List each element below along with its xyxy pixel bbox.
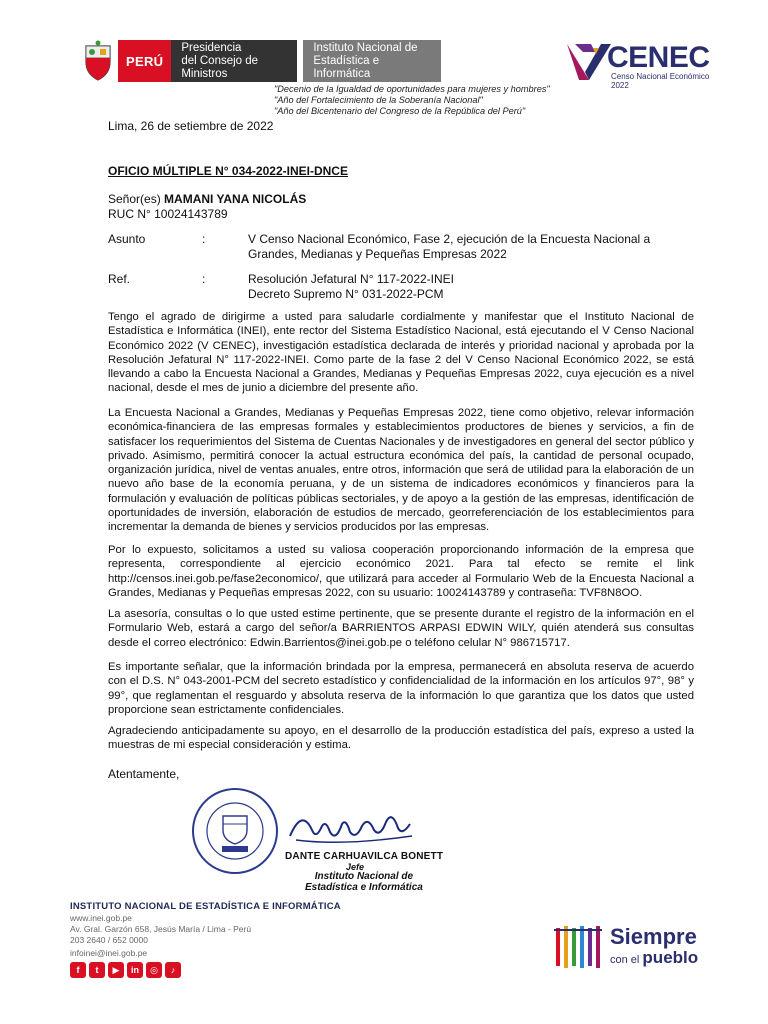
facebook-icon[interactable]: f bbox=[70, 962, 86, 978]
siempre-tagline bbox=[610, 948, 698, 968]
cenec-word: CENEC bbox=[607, 41, 710, 74]
recipient-prefix: Señor(es) bbox=[108, 192, 165, 206]
paragraph-confidentiality: Es importante señalar, que la información brindada por la empresa, permanecerá en absoluta reserva de acuerdo con el D.S. N° 043-2001-PCM del secreto estadístico y confidencialidad de la información en los artículos 97°, 98° y 99°, que reglamentan el resguardo y absoluta reserva de la información lo que garantiza que los datos que usted proporcione sean estrictamente confidenciales. bbox=[108, 661, 694, 716]
signatory-role: Jefe bbox=[346, 862, 365, 872]
twitter-icon[interactable]: t bbox=[89, 962, 105, 978]
siempre-mark-icon bbox=[552, 922, 608, 972]
signatory-org-line-2: Estadística e Informática bbox=[305, 882, 423, 893]
decade-line: "Año del Bicentenario del Congreso de la República del Perú" bbox=[274, 106, 526, 116]
ref-row bbox=[108, 272, 694, 304]
signatory-name: DANTE CARHUAVILCA BONETT bbox=[285, 851, 444, 862]
paragraph-assistance: La asesoría, consultas o lo que usted estime pertinente, que se presente durante el registro de la información en el Formulario Web, estará a cargo del señor/a BARRIENTOS ARPASI EDWIN WILY, quién atenderá sus consultas desde el correo electrónico: Edwin.Barrientos@inei.gob.pe o teléfono celular N° 986715717. bbox=[108, 608, 694, 649]
paragraph-intro: Tengo el agrado de dirigirme a usted para saludarle cordialmente y manifestar que el Instituto Nacional de Estadística e Informática (INEI), ente rector del Sistema Estadístico Nacional, está ejecutando el V Censo Nacional Económico 2022 (V CENEC), investigación estadística declarada de interés y prioridad nacional y aprobada por la Resolución Jefatural N° 117-2022-INEI. Como parte de la fase 2 del V Censo Nacional Económico 2022, se está llevando a cabo la Encuesta Nacional a Grandes, Medianas y Pequeñas Empresas 2022, cuya ejecución es a nivel nacional, desde el mes de junio a diciembre del presente año. bbox=[108, 311, 694, 395]
letter-date: Lima, 26 de setiembre de 2022 bbox=[108, 119, 274, 133]
closing: Atentamente, bbox=[108, 767, 180, 781]
recipient-line bbox=[108, 192, 306, 207]
peru-label: PERÚ bbox=[118, 40, 171, 82]
linkedin-icon[interactable]: in bbox=[127, 962, 143, 978]
pcm-line-1: Presidencia bbox=[181, 41, 242, 54]
signatory-org-line-1: Instituto Nacional de bbox=[314, 871, 414, 882]
footer-phone: 203 2640 / 652 0000 bbox=[70, 935, 148, 945]
paragraph-request: Por lo expuesto, solicitamos a usted su valiosa cooperación proporcionando información de la empresa que representa, correspondiente al ejercicio económico 2021. Para tal efecto se remite el link http://censos.inei.gob.pe/fase2economico/, que utilizará para acceder al Formulario Web de la Encuesta Nacional a Grandes, Medianas y Pequeñas empresas 2022, con su usuario: 10024143789 y contraseña: TVF8N8OO. bbox=[108, 544, 694, 599]
ref-value-2: Decreto Supremo N° 031-2022-PCM bbox=[248, 287, 444, 301]
asunto-label: Asunto bbox=[108, 232, 146, 246]
ref-label: Ref. bbox=[108, 272, 131, 286]
ref-value bbox=[248, 272, 678, 302]
social-links bbox=[70, 962, 181, 978]
pcm-line-2: del Consejo de Ministros bbox=[181, 54, 259, 80]
decades-quotes bbox=[274, 84, 550, 117]
ref-value-1: Resolución Jefatural N° 117-2022-INEI bbox=[248, 272, 455, 286]
footer-web[interactable]: www.inei.gob.pe bbox=[70, 913, 132, 923]
asunto-colon: : bbox=[202, 232, 206, 246]
peru-coat-of-arms-icon bbox=[80, 40, 116, 82]
footer-email[interactable]: infoinei@inei.gob.pe bbox=[70, 948, 148, 958]
ref-colon: : bbox=[202, 272, 206, 286]
paragraph-thanks: Agradeciendo anticipadamente su apoyo, en el desarrollo de la producción estadística del país, expreso a usted la muestras de mi especial consideración y estima. bbox=[108, 725, 694, 752]
paragraph-objective: La Encuesta Nacional a Grandes, Medianas y Pequeñas Empresas 2022, tiene como objetivo, relevar información económica-financiera de las empresas formales y establecimientos productores de bienes y servicios, a fin de satisfacer los requerimientos del Sistema de Cuentas Nacionales y de investigadores en general del sector público y privado. Asimismo, permitirá conocer la actual estructura económica del país, la cantidad de personal ocupado, organización jurídica, nivel de ventas anuales, entre otros, información que será de utilidad para la elaboración de un nuevo año base de la economía peruana, y de un sistema de indicadores económicos y financieros para la formulación y evaluación de políticas públicas sectoriales, y de apoyo a la gestión de las empresas, identificación de oportunidades de inversión, elaboración de estudios de mercado, georreferenciación de los establecimientos para incrementar la demanda de bienes y servicios producidos por las empresas. bbox=[108, 407, 694, 534]
recipient-block bbox=[108, 192, 306, 222]
handwritten-signature-icon bbox=[282, 800, 432, 850]
youtube-icon[interactable]: ▶ bbox=[108, 962, 124, 978]
pcm-label bbox=[171, 40, 297, 82]
siempre-word: Siempre bbox=[610, 924, 697, 949]
cenec-logo bbox=[565, 40, 715, 90]
asunto-row bbox=[108, 232, 694, 264]
instagram-icon[interactable]: ◎ bbox=[146, 962, 162, 978]
oficio-number: OFICIO MÚLTIPLE N° 034-2022-INEI-DNCE bbox=[108, 164, 348, 178]
signatory-org bbox=[305, 871, 423, 893]
siempre-tagline-a: con el bbox=[610, 954, 643, 966]
inei-line-1: Instituto Nacional de bbox=[313, 41, 418, 54]
inei-label bbox=[303, 40, 441, 82]
inei-line-2: Estadística e Informática bbox=[313, 54, 380, 80]
tiktok-icon[interactable]: ♪ bbox=[165, 962, 181, 978]
decade-line: "Año del Fortalecimiento de la Soberanía Nacional" bbox=[274, 95, 483, 105]
government-logo bbox=[80, 40, 441, 82]
recipient-ruc: RUC N° 10024143789 bbox=[108, 207, 228, 221]
siempre-logo bbox=[552, 920, 712, 980]
footer-org: INSTITUTO NACIONAL DE ESTADÍSTICA E INFORMÁTICA bbox=[70, 901, 341, 912]
siempre-tagline-b: pueblo bbox=[642, 948, 699, 967]
recipient-name: MAMANI YANA NICOLÁS bbox=[164, 192, 307, 206]
footer-address: Av. Gral. Garzón 658, Jesús María / Lima - Perú bbox=[70, 924, 252, 934]
cenec-mark-icon bbox=[565, 42, 613, 82]
decade-line: "Decenio de la Igualdad de oportunidades para mujeres y hombres" bbox=[274, 84, 550, 94]
cenec-subtitle: Censo Nacional Económico 2022 bbox=[611, 72, 710, 90]
official-seal-icon bbox=[190, 786, 280, 876]
asunto-value: V Censo Nacional Económico, Fase 2, ejecución de la Encuesta Nacional a Grandes, Medianas y Pequeñas Empresas 2022 bbox=[248, 232, 651, 261]
